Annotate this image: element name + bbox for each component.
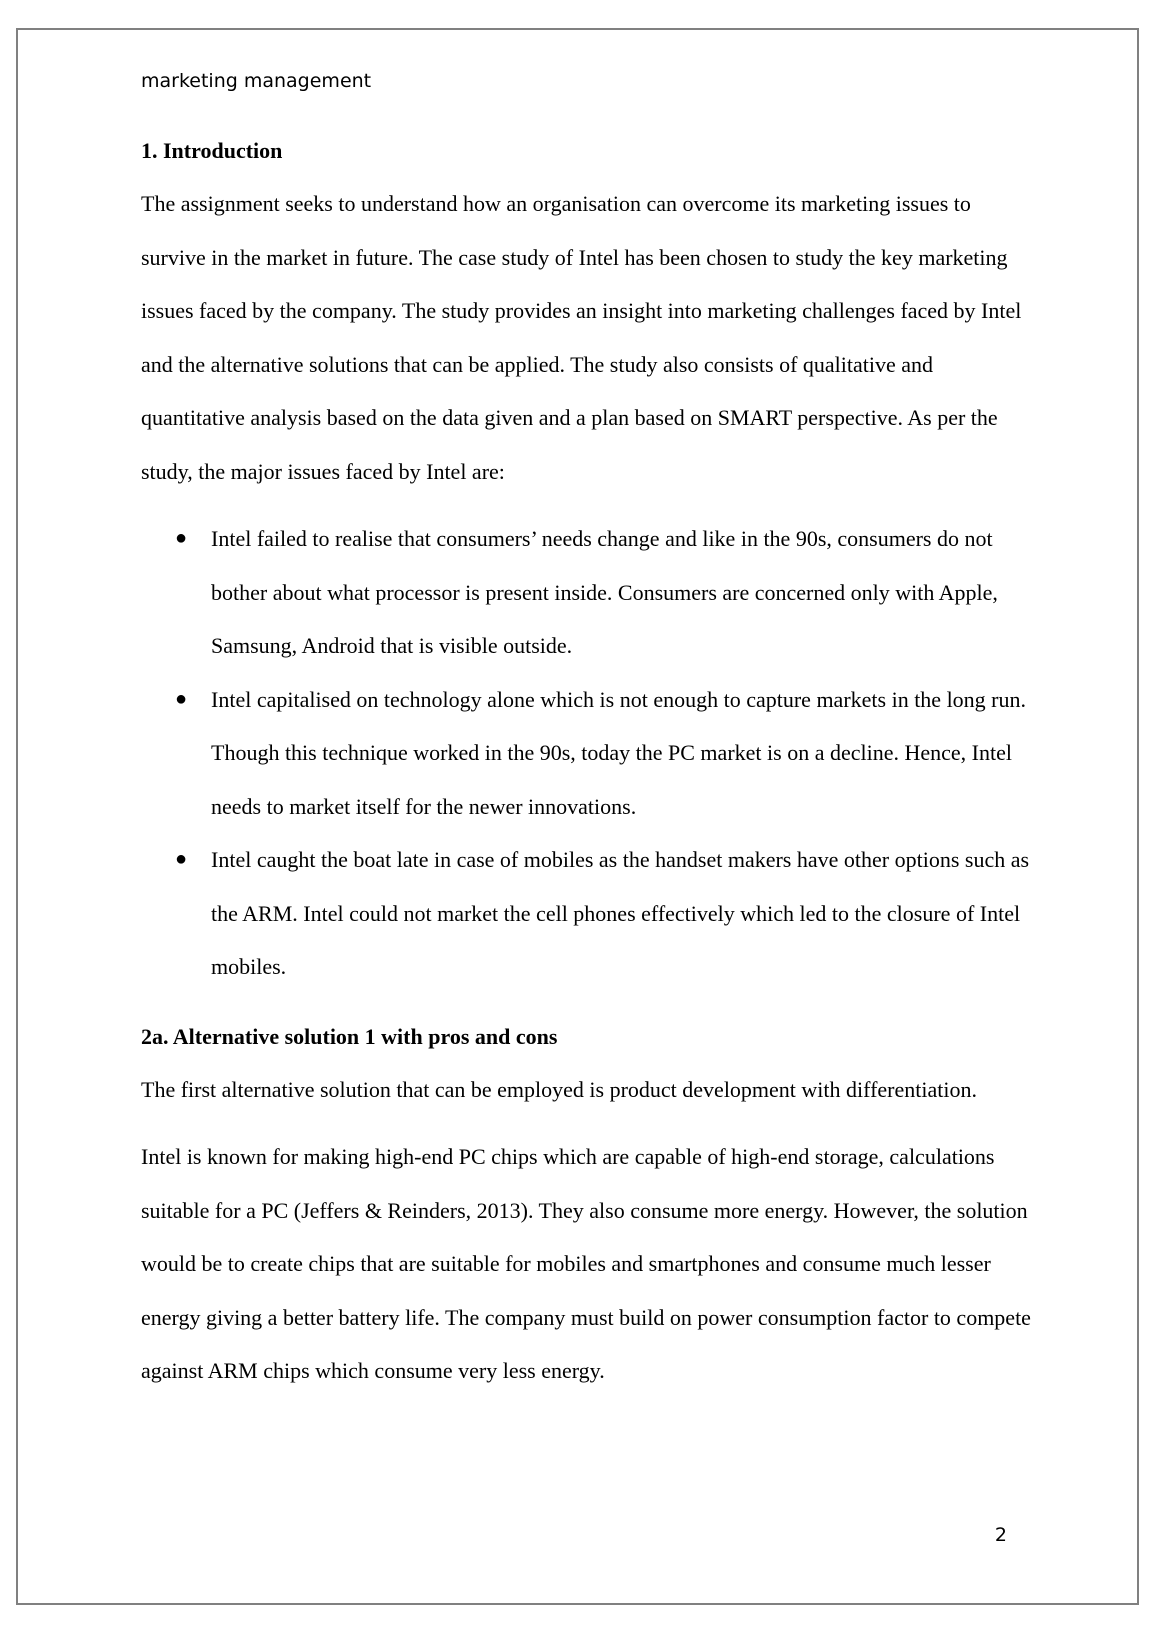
section-heading-introduction: 1. Introduction [141, 138, 283, 163]
list-item-text: Intel caught the boat late in case of mobiles as the handset makers have other options such as the ARM. Intel could not market the cell phones effectively which led to the closure of Intel mobiles. [211, 847, 1030, 979]
list-item-text: Intel failed to realise that consumers’ needs change and like in the 90s, consumers do not bother about what processor is present inside. Consumers are concerned only with Apple, Samsung, Android that is visible outside. [211, 526, 998, 658]
bullet-icon: ● [175, 687, 188, 710]
list-item [141, 833, 1031, 994]
section-heading-alternative-1: 2a. Alternative solution 1 with pros and cons [141, 1023, 558, 1049]
list-item [141, 512, 1031, 673]
list-item [141, 673, 1031, 834]
document-page [16, 28, 1139, 1605]
list-item-text: Intel capitalised on technology alone which is not enough to capture markets in the long run. Though this technique worked in the 90s, today the PC market is on a decline. Hence, Intel needs to market itself for the newer innovations. [211, 686, 1027, 819]
intro-paragraph: The assignment seeks to understand how an organisation can overcome its marketing issues to survive in the market in future. The case study of Intel has been chosen to study the key marketing issues faced by the company. The study provides an insight into marketing challenges faced by Intel and the alternative solutions that can be applied. The study also consists of qualitative and quantitative analysis based on the data given and a plan based on SMART perspective. As per the study, the major issues faced by Intel are: [141, 191, 1022, 484]
alternative-paragraph-2: Intel is known for making high-end PC chips which are capable of high-end storage, calculations suitable for a PC (Jeffers & Reinders, 2013). They also consume more energy. However, the solution would be to create chips that are suitable for mobiles and smartphones and consume much lesser energy giving a better battery life. The company must build on power consumption factor to compete against ARM chips which consume very less energy. [141, 1144, 1031, 1383]
bullet-icon: ● [175, 527, 188, 549]
running-header: marketing management [141, 70, 372, 92]
issues-list [141, 512, 1031, 994]
bullet-icon: ● [175, 848, 188, 870]
page-number: 2 [994, 1524, 1007, 1546]
document-body [141, 124, 1031, 1398]
alternative-paragraph-1: The first alternative solution that can be employed is product development with differentiation. [141, 1076, 977, 1102]
